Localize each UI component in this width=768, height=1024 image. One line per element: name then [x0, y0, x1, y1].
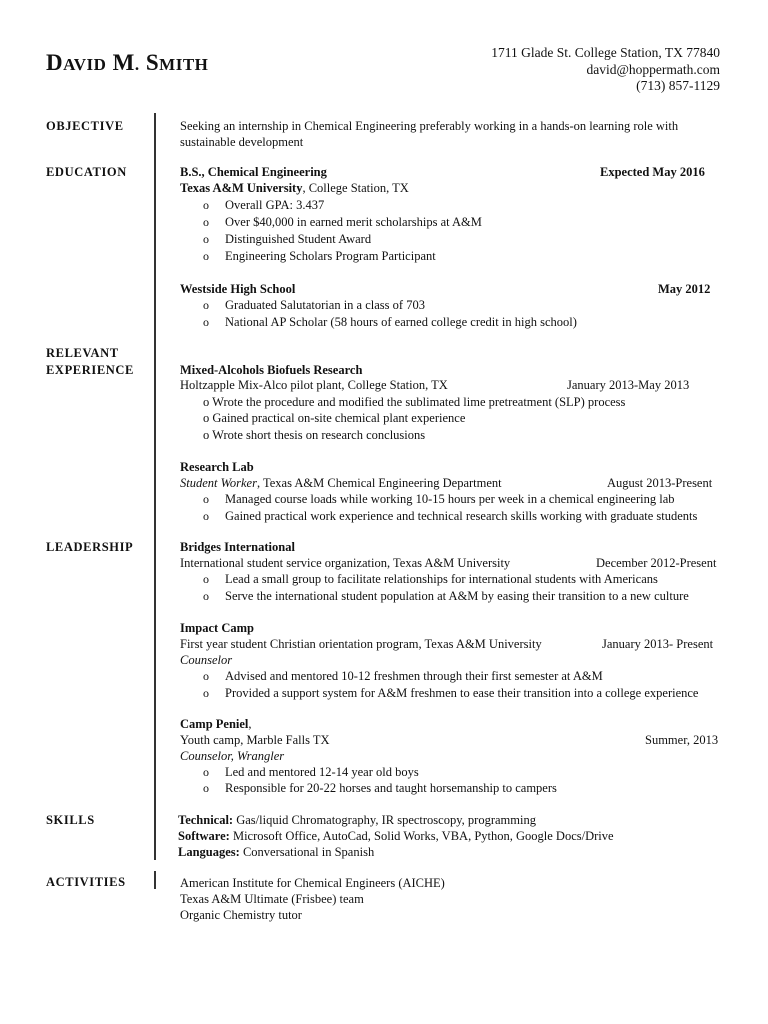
lab-title: Research Lab	[180, 460, 254, 474]
list-item: o Wrote the procedure and modified the sublimated lime pretreatment (SLP) process	[203, 395, 626, 409]
resume-name	[46, 50, 208, 76]
biofuels-title: Mixed-Alcohols Biofuels Research	[180, 363, 363, 377]
bridges-title: Bridges International	[180, 540, 295, 554]
skills-software-label: Software:	[178, 829, 230, 843]
impact-org: First year student Christian orientation program, Texas A&M University	[180, 637, 542, 651]
highschool-name: Westside High School	[180, 282, 296, 296]
lab-role: Student Worker	[180, 476, 257, 490]
list-item: Organic Chemistry tutor	[180, 908, 302, 922]
bullet-marker: o	[203, 215, 209, 229]
name-initial: D	[46, 50, 64, 75]
skills-technical-label: Technical:	[178, 813, 234, 827]
bullet-marker: o	[203, 669, 209, 683]
list-item: National AP Scholar (58 hours of earned college credit in high school)	[225, 315, 577, 329]
bridges-org: International student service organization, Texas A&M University	[180, 556, 511, 570]
list-item: Responsible for 20-22 horses and taught horsemanship to campers	[225, 781, 557, 795]
impact-date: January 2013- Present	[602, 637, 714, 651]
list-item: o Wrote short thesis on research conclusions	[203, 428, 426, 442]
bullet-marker: o	[203, 781, 209, 795]
bullet-marker: o	[203, 298, 209, 312]
bullet-marker: o	[203, 765, 209, 779]
college-line	[180, 180, 409, 196]
name-initial: M	[112, 50, 135, 75]
objective-line-2: sustainable development	[180, 135, 304, 149]
phone: (713) 857-1129	[636, 78, 720, 93]
degree-date: Expected May 2016	[600, 165, 705, 179]
bullet-marker: o	[203, 315, 209, 329]
address: 1711 Glade St. College Station, TX 77840	[491, 45, 720, 60]
name-rest: MITH	[159, 55, 209, 74]
impact-role: Counselor	[180, 653, 233, 667]
peniel-title	[180, 716, 252, 732]
list-item: Gained practical work experience and technical research skills working with graduate students	[225, 509, 698, 523]
impact-title: Impact Camp	[180, 621, 254, 635]
bullet-marker: o	[203, 198, 209, 212]
email: david@hoppermath.com	[586, 61, 720, 77]
peniel-date: Summer, 2013	[645, 733, 719, 747]
bullet-marker: o	[203, 509, 209, 523]
section-objective: OBJECTIVE	[46, 119, 124, 133]
degree: B.S., Chemical Engineering	[180, 165, 327, 179]
section-leadership: LEADERSHIP	[46, 540, 134, 554]
list-item: Over $40,000 in earned merit scholarships at A&M	[225, 215, 482, 229]
bridges-date: December 2012-Present	[596, 556, 717, 570]
bullet-marker: o	[203, 589, 209, 603]
divider-activities	[154, 871, 156, 889]
highschool-date: May 2012	[658, 282, 711, 296]
peniel-name: Camp Peniel	[180, 717, 249, 731]
college-location: , College Station, TX	[302, 181, 409, 195]
skills-languages-label: Languages:	[178, 845, 240, 859]
skills-software-value: Microsoft Office, AutoCad, Solid Works, VBA, Python, Google Docs/Drive	[229, 829, 614, 843]
list-item: o Gained practical on-site chemical plant experience	[203, 411, 466, 425]
list-item: Led and mentored 12-14 year old boys	[225, 765, 419, 779]
name-rest: .	[134, 55, 140, 74]
lab-date: August 2013-Present	[607, 476, 713, 490]
list-item: Texas A&M Ultimate (Frisbee) team	[180, 892, 364, 906]
name-rest: AVID	[63, 55, 107, 74]
section-relevant: RELEVANT	[46, 346, 119, 360]
college-name: Texas A&M University	[180, 181, 303, 195]
bullet-marker: o	[203, 572, 209, 586]
bullet-marker: o	[203, 686, 209, 700]
list-item: Overall GPA: 3.437	[225, 198, 325, 212]
section-skills: SKILLS	[46, 813, 95, 827]
skills-languages-value: Conversational in Spanish	[239, 845, 375, 859]
list-item: Advised and mentored 10-12 freshmen through their first semester at A&M	[225, 669, 603, 683]
contact-block	[491, 45, 720, 95]
list-item: Managed course loads while working 10-15 hours per week in a chemical engineering lab	[225, 492, 675, 506]
name-initial: S	[145, 50, 160, 75]
biofuels-org: Holtzapple Mix-Alco pilot plant, College Station, TX	[180, 378, 448, 392]
list-item: Provided a support system for A&M freshmen to ease their transition into a college experience	[225, 686, 699, 700]
lab-line	[180, 475, 502, 491]
peniel-org: Youth camp, Marble Falls TX	[180, 733, 330, 747]
list-item: Distinguished Student Award	[225, 232, 372, 246]
peniel-comma: ,	[248, 717, 252, 731]
section-experience: EXPERIENCE	[46, 363, 134, 377]
objective-line-1: Seeking an internship in Chemical Engineering preferably working in a hands-on learning role with	[180, 119, 679, 133]
divider-main	[154, 113, 156, 860]
section-activities: ACTIVITIES	[46, 875, 126, 889]
bullet-marker: o	[203, 249, 209, 263]
list-item: Serve the international student population at A&M by easing their transition to a new culture	[225, 589, 689, 603]
bullet-marker: o	[203, 492, 209, 506]
list-item: Lead a small group to facilitate relationships for international students with Americans	[225, 572, 658, 586]
skills-technical	[178, 812, 536, 828]
bullet-marker: o	[203, 232, 209, 246]
skills-technical-value: Gas/liquid Chromatography, IR spectroscopy, programming	[233, 813, 536, 827]
list-item: Graduated Salutatorian in a class of 703	[225, 298, 425, 312]
list-item: American Institute for Chemical Engineers (AICHE)	[180, 876, 445, 890]
biofuels-date: January 2013-May 2013	[567, 378, 690, 392]
list-item: Engineering Scholars Program Participant	[225, 249, 436, 263]
lab-org: , Texas A&M Chemical Engineering Department	[256, 476, 502, 490]
skills-software	[178, 828, 614, 844]
skills-languages	[178, 844, 374, 860]
peniel-role: Counselor, Wrangler	[180, 749, 285, 763]
section-education: EDUCATION	[46, 165, 127, 179]
